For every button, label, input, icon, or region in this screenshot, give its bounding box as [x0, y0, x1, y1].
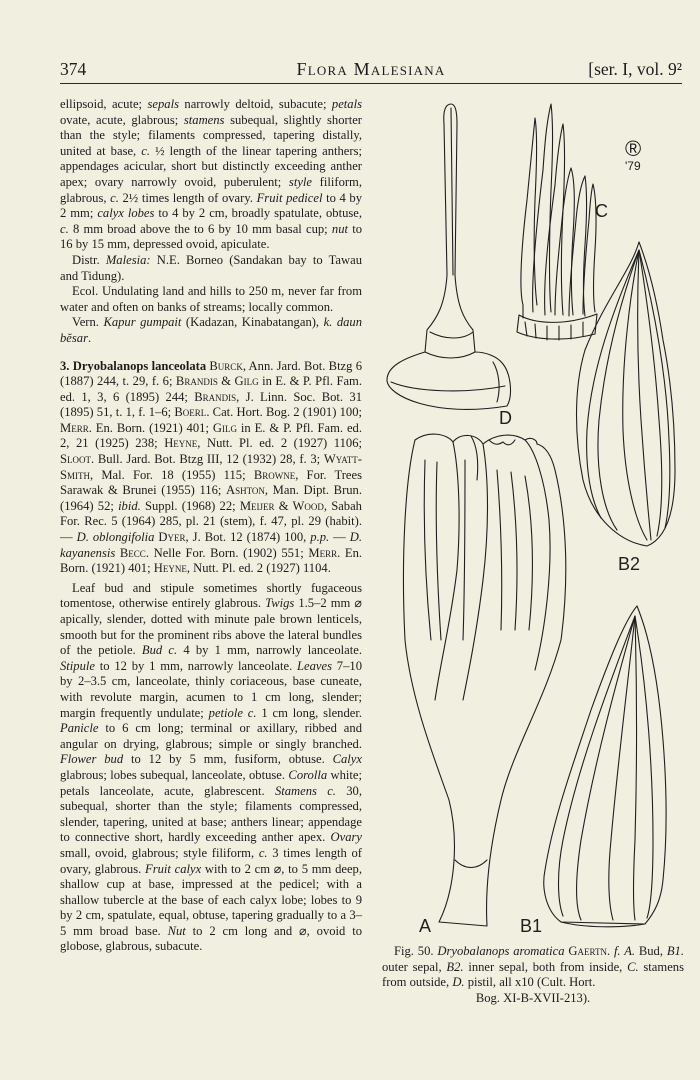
botanical-illustration — [385, 100, 685, 940]
page-number: 374 — [60, 59, 87, 79]
description-continued: ellipsoid, acute; sepals narrowly deltoid, subacute; petals ovate, acute, glabrous; stamens subequal, slightly shorter than the style; filaments compressed, tapering distally, united at base, c. ½ length of the linear tapering anthers; appendages acicular, short but distinctly exceeding anther apex; ovary narrowly ovoid, puberulent; style filiform, glabrous, c. 2½ times length of ovary. Fruit pedicel to 4 by 2 mm; calyx lobes to 4 by 2 cm, broadly spatulate, obtuse, c. 8 mm broad above the to 6 by 10 mm basal cup; nut to 16 by 15 mm, depressed ovoid, apiculate. — [60, 97, 363, 252]
species-heading: 3. Dryobalanops lanceolata Burck, Ann. Jard. Bot. Btzg 6 (1887) 244, t. 29, f. 6; Brandis & Gilg in E. & P. Pfl. Fam. ed. 1, 3, 6 (1895) 244; Brandis, J. Linn. Soc. Bot. 31 (1895) 51, t. 1, f. 1–6; Boerl. Cat. Hort. Bog. 2 (1901) 100; Merr. En. Born. (1921) 401; Gilg in E. & P. Pfl. Fam. ed. 2, 21 (1925) 238; Heyne, Nutt. Pl. ed. 2 (1927) 1106; Sloot. Bull. Jard. Bot. Btzg III, 12 (1932) 28, f. 3; Wyatt-Smith, Mal. For. 18 (1955) 115; Browne, For. Trees Sarawak & Brunei (1955) 116; Ashton, Man. Dipt. Brun. (1964) 52; ibid. Suppl. (1968) 22; Meijer & Wood, Sabah For. Rec. 5 (1964) 285, pl. 21 (stem), f. 47, pl. 29 (habit). — D. oblongifolia Dyer, J. Bot. 12 (1874) 100, p.p. — D. kayanensis Becc. Nelle For. Born. (1902) 551; Merr. En. Born. (1921) 401; Heyne, Nutt. Pl. ed. 2 (1927) 1104. — [60, 358, 363, 576]
label-b2: B2 — [618, 554, 641, 574]
text-column — [60, 97, 362, 955]
pistil-drawing — [387, 104, 510, 409]
species-description: Leaf bud and stipule sometimes shortly fugaceous tomentose, otherwise entirely glabrous. Twigs 1.5–2 mm ⌀ apically, slender, dotted with minute pale brown lenticels, smooth but for the prominent ribs above the lateral bundles of the petiole. Bud c. 4 by 1 mm, narrowly lanceolate. Stipule to 12 by 1 mm, narrowly lanceolate. Leaves 7–10 by 2–3.5 cm, lanceolate, thinly coriaceous, base cuneate, with revolute margin, acumen to 1 cm long, slender; margin frequently undulate; petiole c. 1 cm long, slender. Panicle to 6 cm long; terminal or axillary, ribbed and angular on drying, glabrous; simple or singly branched. Flower bud to 12 by 5 mm, fusiform, obtuse. Calyx glabrous; lobes subequal, lanceolate, obtuse. Corolla white; petals lanceolate, acute, glabrescent. Stamens c. 30, subequal, shorter than the style; filaments compressed, slender, tapering, united at base; anthers linear; appendage to connective short, hardly exceeding anther apex. Ovary small, ovoid, glabrous; style filiform, c. 3 times length of ovary, glabrous. Fruit calyx with to 2 cm ⌀, to 5 mm deep, shallow cup at base, impressed at the pedicel; with a shallow tubercle at the base of each calyx lobe; lobes to 9 by 2 cm, spatulate, equal, obtuse, tapering gradually to a 3–5 mm broad base. Nut to 2 cm long and ⌀, ovoid to globose, glabrous, subacute. — [60, 580, 363, 954]
outer-sepal-drawing — [544, 606, 666, 927]
figure-caption: Fig. 50. Dryobalanops aromatica Gaertn. f. A. Bud, B1. outer sepal, B2. inner sepal, both from inside, C. stamens from outside, D. pistil, all x10 (Cult. Hort. Bog. XI-B-XVII-213). — [382, 944, 684, 1005]
label-b1: B1 — [520, 916, 543, 936]
label-a: A — [419, 916, 432, 936]
label-d: D — [499, 408, 512, 428]
stamens-drawing — [517, 104, 597, 340]
inner-sepal-drawing — [577, 242, 676, 546]
artist-year: '79 — [625, 159, 641, 173]
label-c: C — [595, 201, 608, 221]
section-gap — [60, 347, 362, 359]
series-volume: [ser. I, vol. 9² — [588, 59, 682, 79]
header-rule — [60, 83, 682, 84]
running-title: Flora Malesiana — [296, 59, 446, 79]
vernacular-paragraph: Vern. Kapur gumpait (Kadazan, Kinabatangan), k. daun bĕsar. — [60, 315, 363, 345]
ecology-paragraph: Ecol. Undulating land and hills to 250 m, never far from water and often on banks of streams; locally common. — [60, 284, 362, 314]
page-header — [60, 58, 682, 80]
bud-drawing — [403, 434, 565, 926]
artist-monogram: ® — [625, 136, 642, 161]
distribution-paragraph: Distr. Malesia: N.E. Borneo (Sandakan bay to Tawau and Tidung). — [60, 252, 363, 283]
